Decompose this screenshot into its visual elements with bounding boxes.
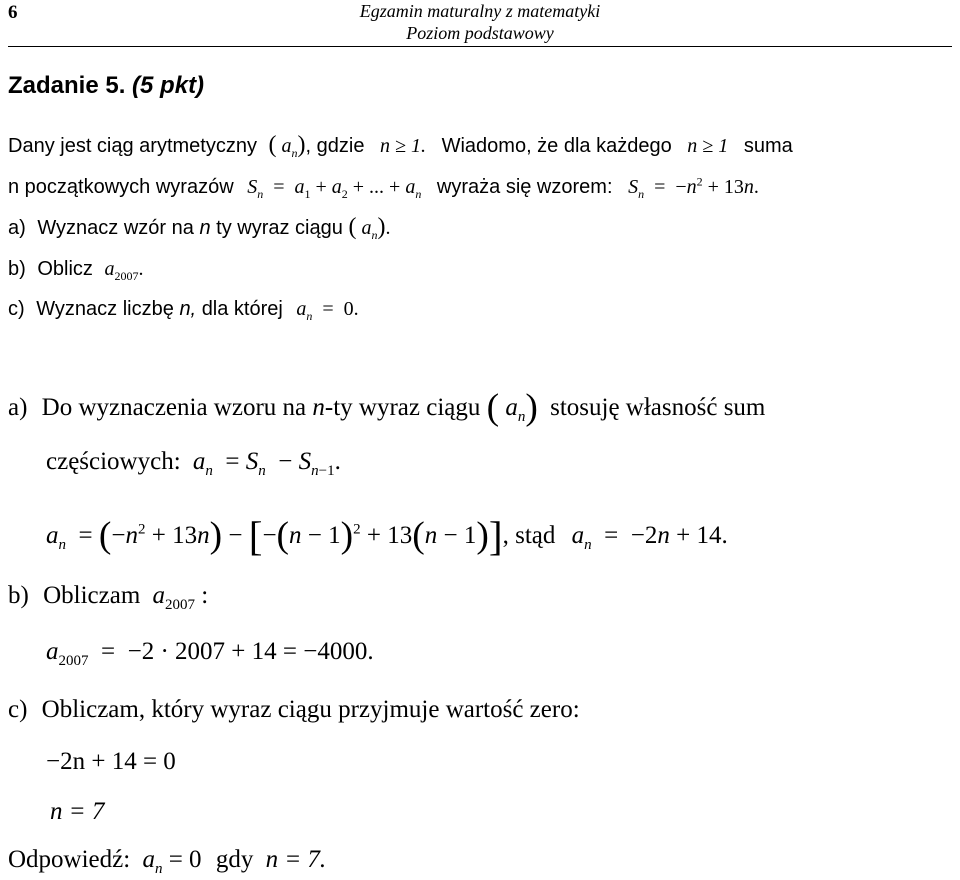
part-c-rest: dla której: [201, 298, 283, 320]
answer-term: $a_n = 0$: [142, 846, 202, 877]
task-part-b: [8, 258, 144, 281]
solution-a-sequence: ( $a_n$): [486, 387, 538, 428]
solution-b-label: b): [8, 582, 29, 609]
task-heading: [8, 72, 204, 100]
intro-wiadomo: Wiadomo, że dla każdego: [441, 135, 672, 157]
answer-value: n = 7.: [265, 846, 327, 873]
part-a-text: Wyznacz wzór na: [37, 217, 194, 239]
solution-c-line1: [8, 696, 580, 724]
part-a-n: n: [199, 217, 211, 239]
sum-expression: $S_n = a_1 + a_2$ + ... + $a_n$: [247, 176, 422, 201]
task-intro-line2: [8, 176, 759, 199]
part-c-equation: $a_n = 0$.: [296, 298, 359, 323]
solution-a-text1: Do wyznaczenia wzoru na: [41, 394, 307, 421]
solution-b-result: 4000: [317, 638, 368, 665]
task-heading-main: Zadanie 5.: [8, 72, 126, 99]
partial-sum-formula: $a_n = S_n - S_{n-1}$.: [192, 448, 341, 479]
solution-c-text: Obliczam, który wyraz ciągu przyjmuje wartość zero:: [41, 696, 580, 723]
header-title: [340, 0, 620, 44]
page-number: 6: [8, 2, 18, 23]
solution-b-calc: $a_{2007} = -2 \cdot 2007 + 14 = -4000$.: [46, 638, 374, 669]
part-c-n: n,: [179, 298, 197, 320]
derivation-expression: $a_n = (-n^2 + 13n) - [-(n - 1)^2 + 13(n - 1)]$: [46, 513, 503, 559]
solution-a-label: a): [8, 394, 28, 421]
line2-start: n początkowych wyrazów: [8, 176, 234, 198]
part-c-label: c): [8, 298, 25, 320]
task-part-c: [8, 298, 359, 321]
intro-start: Dany jest ciąg arytmetyczny: [8, 135, 257, 157]
intro-gdzie: , gdzie: [305, 135, 365, 157]
header-divider: [8, 46, 952, 47]
part-c-text: Wyznacz liczbę: [36, 298, 174, 320]
answer-label: Odpowiedź:: [8, 846, 131, 873]
part-b-term: $a_{2007}$.: [104, 258, 144, 283]
solution-a-stad: , stąd: [502, 522, 556, 549]
solution-a-text4: częściowych:: [46, 448, 181, 475]
solution-a-text3: stosuję własność sum: [550, 394, 766, 421]
derivation-result: $a_n = -2n + 14$.: [571, 522, 728, 553]
sequence-an: ( $a_n$): [268, 132, 306, 160]
part-b-text: Oblicz: [37, 258, 93, 280]
solution-b-text: Obliczam: [43, 582, 141, 609]
header-title-line2: Poziom podstawowy: [406, 23, 554, 43]
solution-c-label: c): [8, 696, 28, 723]
part-a-rest: ty wyraz ciągu: [216, 217, 343, 239]
sum-formula: $S_n = -n^2 + 13n$.: [628, 174, 759, 201]
part-a-label: a): [8, 217, 26, 239]
line2-mid: wyraża się wzorem:: [436, 176, 613, 198]
part-b-label: b): [8, 258, 26, 280]
solution-a-n: n: [312, 394, 325, 421]
intro-cond: n ≥ 1.: [380, 135, 427, 157]
solution-a-line2: [46, 448, 341, 479]
answer-gdy: gdy: [215, 846, 254, 873]
part-a-sequence: ( $a_n$).: [348, 214, 391, 242]
solution-a-text2: -ty wyraz ciągu: [324, 394, 481, 421]
intro-cond2: n ≥ 1: [687, 135, 729, 157]
answer-line: [8, 846, 327, 877]
task-part-a: [8, 214, 390, 241]
solution-a-line1: [8, 386, 765, 429]
solution-c-eq2: n = 7: [50, 798, 105, 825]
solution-a-derivation: [46, 512, 728, 560]
task-heading-points: (5 pkt): [132, 72, 205, 99]
solution-b-line1: [8, 582, 209, 613]
header-title-line1: Egzamin maturalny z matematyki: [359, 1, 601, 21]
intro-suma: suma: [743, 135, 793, 157]
solution-b-expression: $a_{2007} = -2 \cdot 2007 + 14$ = −: [46, 638, 318, 669]
solution-b-term: $a_{2007}$ :: [152, 582, 209, 613]
solution-c-eq1: −2n + 14 = 0: [46, 748, 176, 775]
task-intro-line1: [8, 132, 793, 159]
